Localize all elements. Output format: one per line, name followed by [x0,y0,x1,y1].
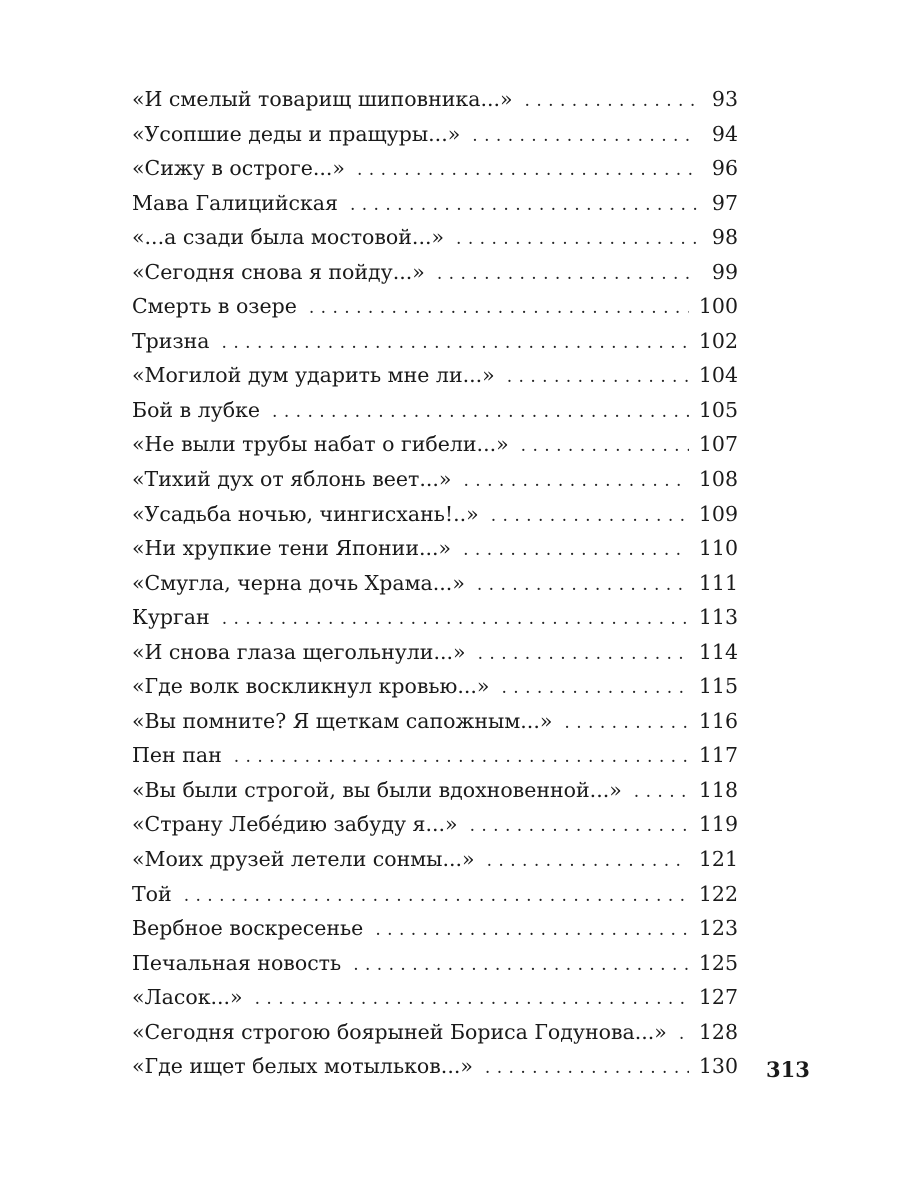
toc-entry-page: 93 [711,87,738,111]
toc-entry-title: Мава Галицийская [132,190,338,215]
toc-entry-title: «Усадьба ночью, чингисхань!..» [132,501,479,526]
toc-entry [132,807,738,842]
toc-entry [132,911,738,946]
toc-entry [132,946,738,981]
dot-leader [507,360,689,395]
toc-entry-page: 105 [698,397,738,422]
dot-leader [184,879,689,914]
dot-leader [456,222,698,257]
dot-leader [463,533,689,568]
toc-entry-page: 111 [698,570,738,595]
toc-entry [132,497,738,532]
toc-entry [132,1015,738,1050]
toc-entry-page: 128 [698,1019,738,1044]
toc-entry-title: «Ни хрупкие тени Японии...» [132,536,452,561]
dot-leader [255,982,689,1017]
toc-entry-page: 121 [698,847,738,872]
toc-entry-title: Той [132,881,172,906]
dot-leader [564,706,688,741]
toc-entry [132,427,738,462]
toc-entry-title: «Усопшие деды и пращуры...» [132,121,461,146]
toc-entry [132,289,738,324]
toc-entry [132,82,738,117]
toc-entry [132,324,738,359]
toc-entry-page: 113 [698,605,738,630]
toc-entry-page: 118 [698,777,738,802]
toc-entry-title: «Могилой дум ударить мне ли...» [132,363,495,388]
dot-leader [375,913,689,948]
toc-entry-title: «Вы были строгой, вы были вдохновенной...» [132,777,622,802]
dot-leader [472,119,698,154]
toc-entry-page: 98 [711,225,738,250]
toc-entry [132,220,738,255]
toc-entry-title: «Сегодня строгою боярыней Бориса Годунова...» [132,1019,667,1044]
toc-entry [132,462,738,497]
dot-leader [437,257,698,292]
toc-entry [132,1049,738,1084]
dot-leader [463,464,688,499]
toc-entry [132,842,738,877]
dot-leader [485,1051,689,1086]
toc-entry-page: 127 [698,985,738,1010]
toc-entry-page: 115 [698,674,738,699]
toc-entry [132,358,738,393]
toc-entry-page: 116 [698,708,738,733]
toc-entry-title: «Вы помните? Я щеткам сапожным...» [132,708,553,733]
toc-entry-title: «И снова глаза щегольнули...» [132,639,466,664]
toc-entry-title: Тризна [132,328,210,353]
dot-leader [525,84,698,119]
toc-entry [132,635,738,670]
toc-entry [132,738,738,773]
toc-entry-page: 94 [711,121,738,146]
toc-entry [132,600,738,635]
toc-entry [132,151,738,186]
toc-entry [132,531,738,566]
toc-entry-title: «Моих друзей летели сонмы...» [132,847,475,872]
toc-entry-title: «Сижу в остроге...» [132,156,345,181]
dot-leader [470,809,689,844]
toc-entry-page: 125 [698,950,738,975]
toc-entry [132,117,738,152]
toc-entry-page: 119 [698,812,738,837]
toc-entry-page: 123 [698,916,738,941]
dot-leader [501,671,688,706]
toc-entry-page: 99 [711,259,738,284]
toc-entry [132,773,738,808]
page-number: 313 [766,1057,810,1082]
toc-entry [132,186,738,221]
toc-entry-title: «Не выли трубы набат о гибели...» [132,432,509,457]
toc-entry-title: «Где волк воскликнул кровью...» [132,674,490,699]
toc-entry-title: Печальная новость [132,950,342,975]
toc-entry-page: 110 [698,536,738,561]
toc-entry-page: 117 [698,743,738,768]
toc-entry-title: «Страну Лебе́дию забуду я...» [132,812,458,837]
dot-leader [491,499,689,534]
toc-entry-page: 108 [698,467,738,492]
toc-entry-page: 104 [698,363,738,388]
toc-entry-page: 122 [698,881,738,906]
toc-entry-page: 109 [698,501,738,526]
toc-entry-title: Смерть в озере [132,294,297,319]
toc-entry-title: «...а сзади была мостовой...» [132,225,445,250]
toc-entry-page: 114 [698,639,738,664]
toc-entry-page: 100 [698,294,738,319]
toc-entry [132,255,738,290]
toc-entry-title: «Смугла, черна дочь Храма...» [132,570,465,595]
dot-leader [222,602,689,637]
toc-entry-title: «И смелый товарищ шиповника...» [132,87,513,111]
toc-entry-page: 96 [711,156,738,181]
dot-leader [357,153,698,188]
toc-entry-title: «Сегодня снова я пойду...» [132,259,425,284]
dot-leader [234,740,689,775]
dot-leader [487,844,689,879]
toc-entry-title: Курган [132,605,210,630]
toc-entry [132,669,738,704]
toc-entry-page: 130 [698,1054,738,1079]
dot-leader [634,775,689,810]
dot-leader [478,637,689,672]
toc-entry-title: Вербное воскресенье [132,916,364,941]
toc-entry [132,566,738,601]
toc-entry-page: 97 [711,190,738,215]
toc-entry-title: «Тихий дух от яблонь веет...» [132,467,452,492]
toc-entry [132,980,738,1015]
toc-entry-title: Бой в лубке [132,397,261,422]
table-of-contents [132,82,738,1084]
toc-entry [132,877,738,912]
toc-entry-title: «Где ищет белых мотыльков...» [132,1054,473,1079]
dot-leader [272,395,689,430]
toc-entry-page: 107 [698,432,738,457]
toc-entry-title: Пен пан [132,743,222,768]
dot-leader [521,429,689,464]
dot-leader [309,291,689,326]
toc-entry [132,393,738,428]
toc-entry [132,704,738,739]
toc-entry-page: 102 [698,328,738,353]
dot-leader [477,568,689,603]
dot-leader [350,188,698,223]
dot-leader [222,326,689,361]
dot-leader [679,1017,689,1052]
dot-leader [353,948,689,983]
toc-entry-title: «Ласок...» [132,985,243,1010]
